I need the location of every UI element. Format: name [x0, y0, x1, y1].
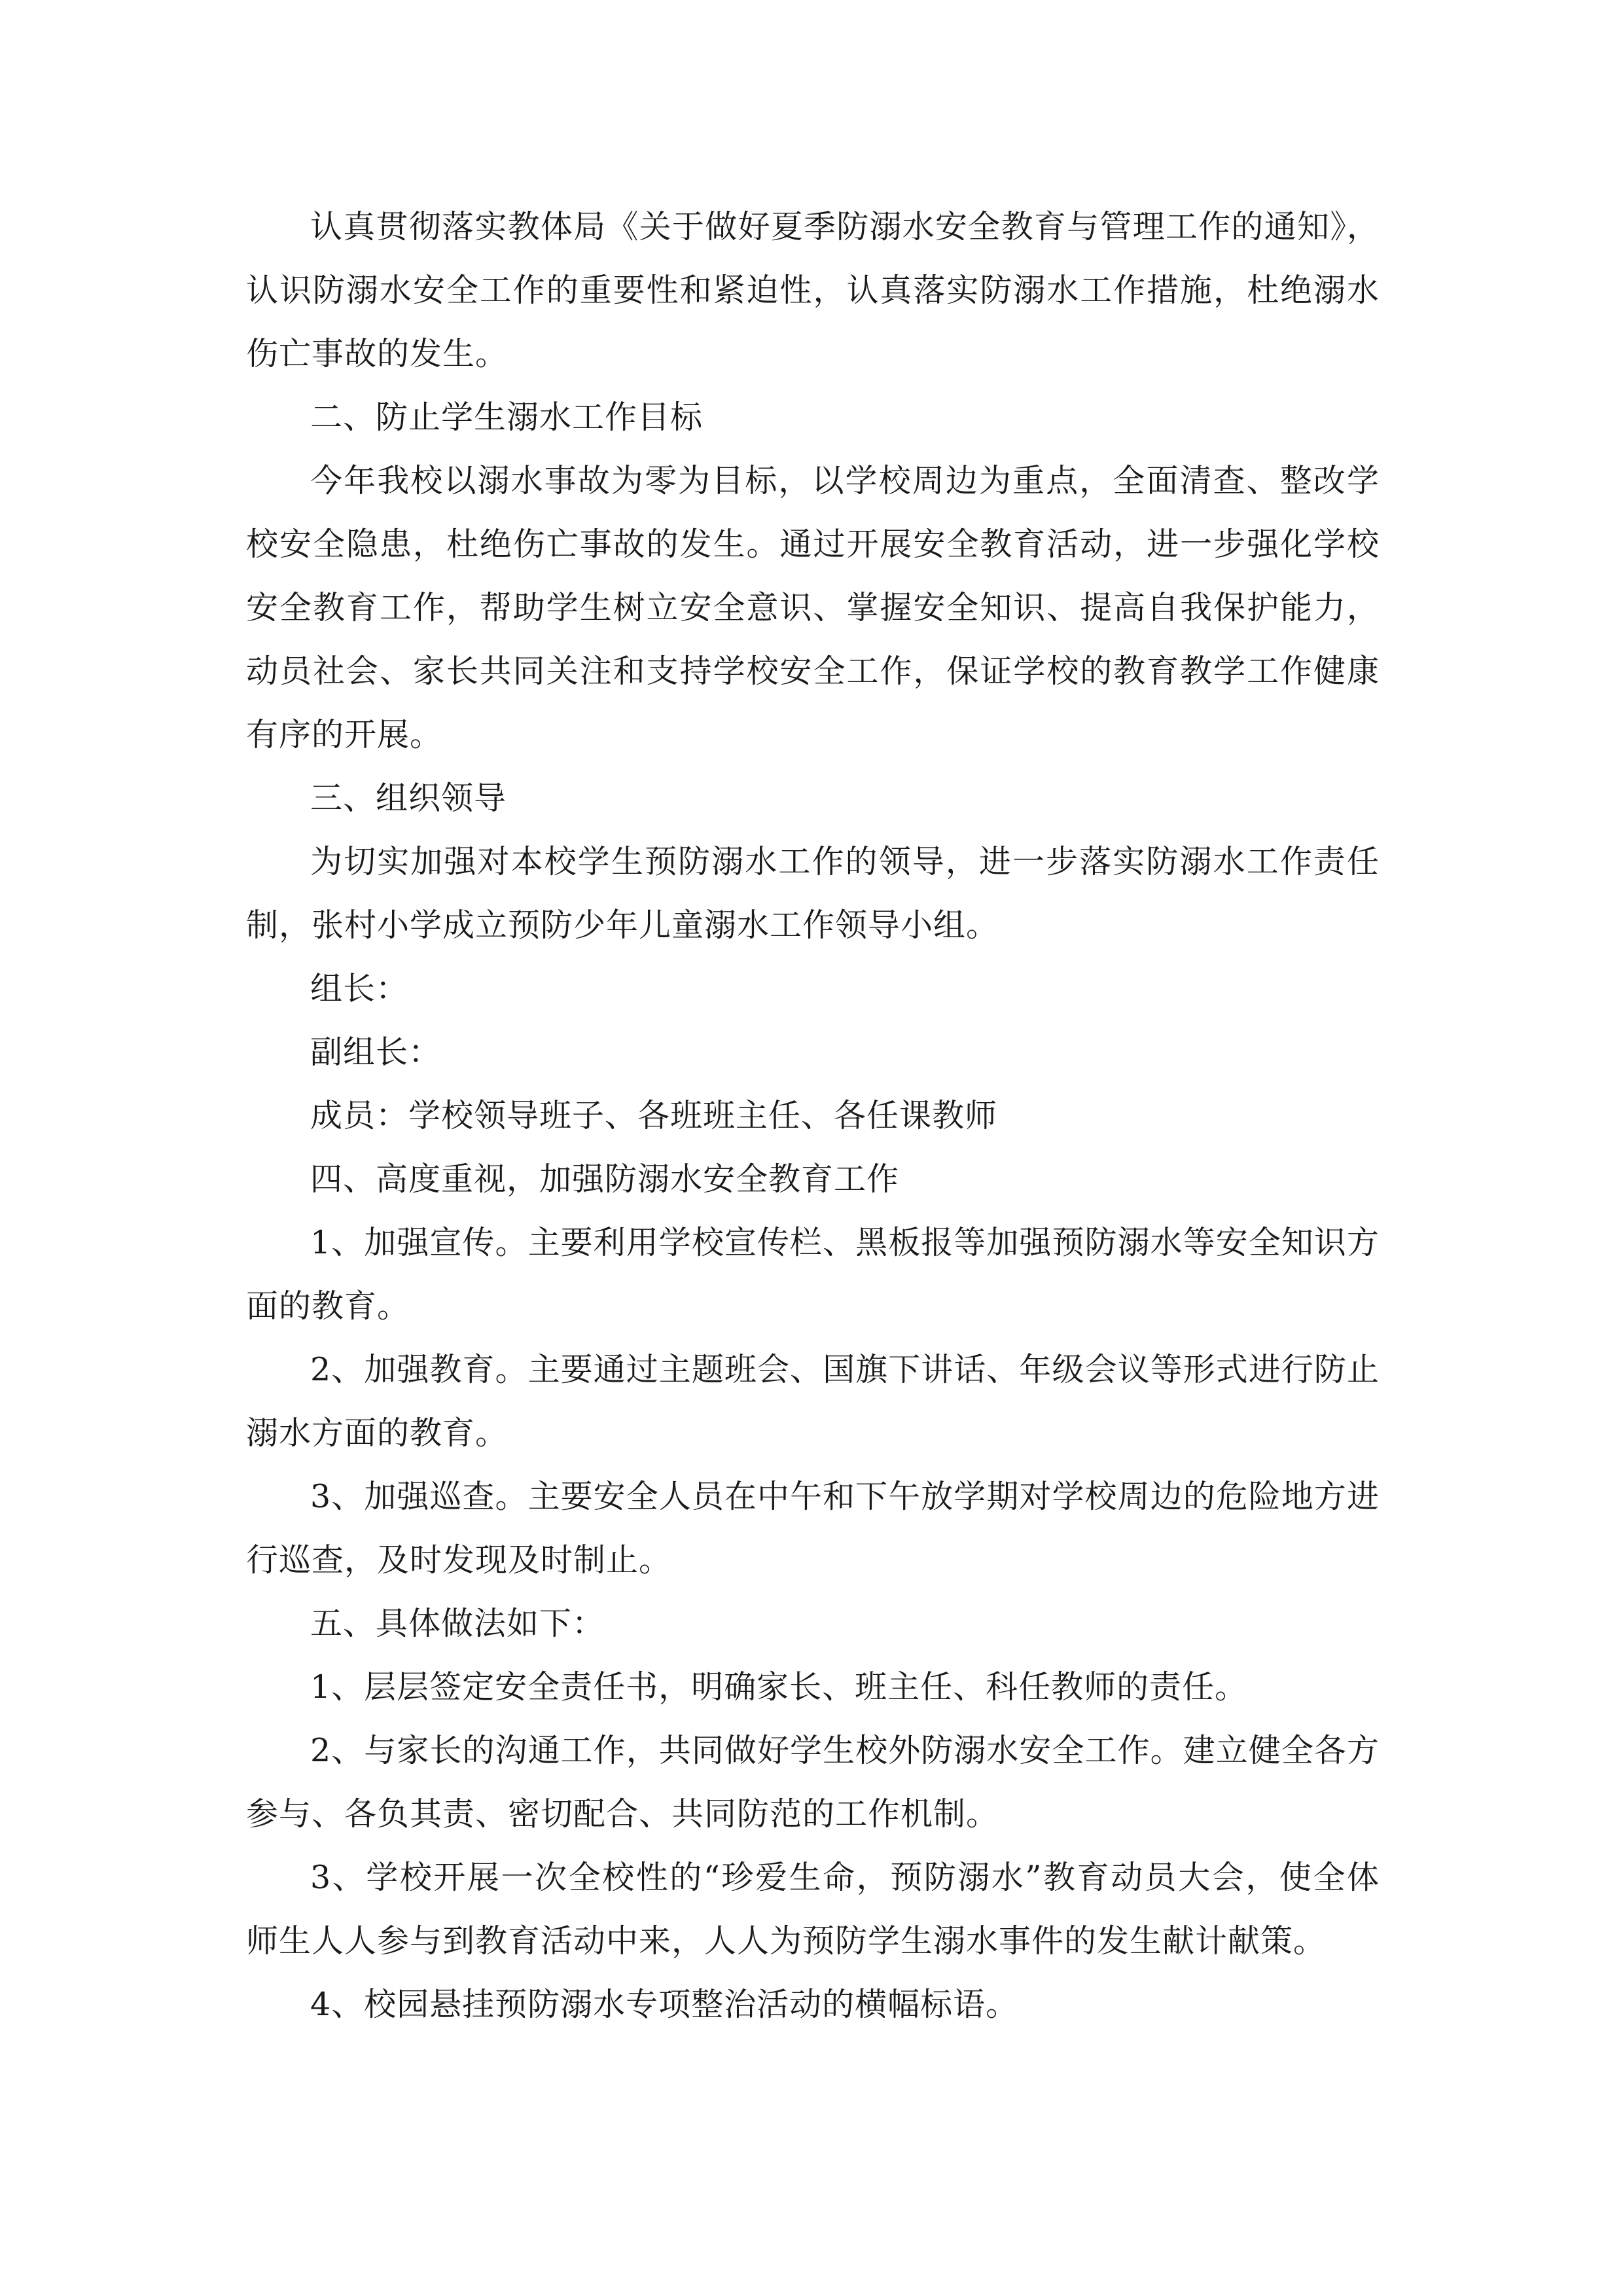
heading-section-5: 五、具体做法如下： — [310, 1605, 605, 1642]
list-item-parents: 2、与家长的沟通工作，共同做好学生校外防溺水安全工作。建立健全各方参与、各负其责、密切配合、共同防范的工作机制。 — [246, 1732, 1380, 1833]
heading-section-4: 四、高度重视，加强防溺水安全教育工作 — [310, 1160, 900, 1198]
list-item-banners: 4、校园悬挂预防溺水专项整治活动的横幅标语。 — [310, 1986, 1019, 2023]
heading-section-2: 二、防止学生溺水工作目标 — [310, 399, 704, 436]
document-body — [246, 195, 1380, 2036]
list-item-assembly: 3、学校开展一次全校性的“珍爱生命，预防溺水”教育动员大会，使全体师生人人参与到教育活动中来，人人为预防学生溺水事件的发生献计献策。 — [246, 1859, 1380, 1960]
list-item-responsibility: 1、层层签定安全责任书，明确家长、班主任、科任教师的责任。 — [310, 1668, 1248, 1706]
paragraph-intro: 认真贯彻落实教体局《关于做好夏季防溺水安全教育与管理工作的通知》，认识防溺水安全工作的重要性和紧迫性，认真落实防溺水工作措施，杜绝溺水伤亡事故的发生。 — [246, 208, 1380, 372]
list-item-publicity: 1、加强宣传。主要利用学校宣传栏、黑板报等加强预防溺水等安全知识方面的教育。 — [246, 1224, 1380, 1325]
paragraph-goal: 今年我校以溺水事故为零为目标，以学校周边为重点，全面清查、整改学校安全隐患，杜绝伤亡事故的发生。通过开展安全教育活动，进一步强化学校安全教育工作，帮助学生树立安全意识、掌握安全知识、提高自我保护能力，动员社会、家长共同关注和支持学校安全工作，保证学校的教育教学工作健康有序的开展。 — [246, 462, 1380, 753]
list-item-education: 2、加强教育。主要通过主题班会、国旗下讲话、年级会议等形式进行防止溺水方面的教育。 — [246, 1351, 1380, 1452]
heading-section-3: 三、组织领导 — [310, 780, 507, 817]
paragraph-leadership: 为切实加强对本校学生预防溺水工作的领导，进一步落实防溺水工作责任制，张村小学成立预防少年儿童溺水工作领导小组。 — [246, 843, 1380, 944]
line-members: 成员：学校领导班子、各班班主任、各任课教师 — [310, 1097, 998, 1134]
line-group-leader: 组长： — [310, 970, 409, 1007]
list-item-patrol: 3、加强巡查。主要安全人员在中午和下午放学期对学校周边的危险地方进行巡查，及时发现及时制止。 — [246, 1478, 1380, 1579]
line-deputy-leader: 副组长： — [310, 1033, 442, 1071]
